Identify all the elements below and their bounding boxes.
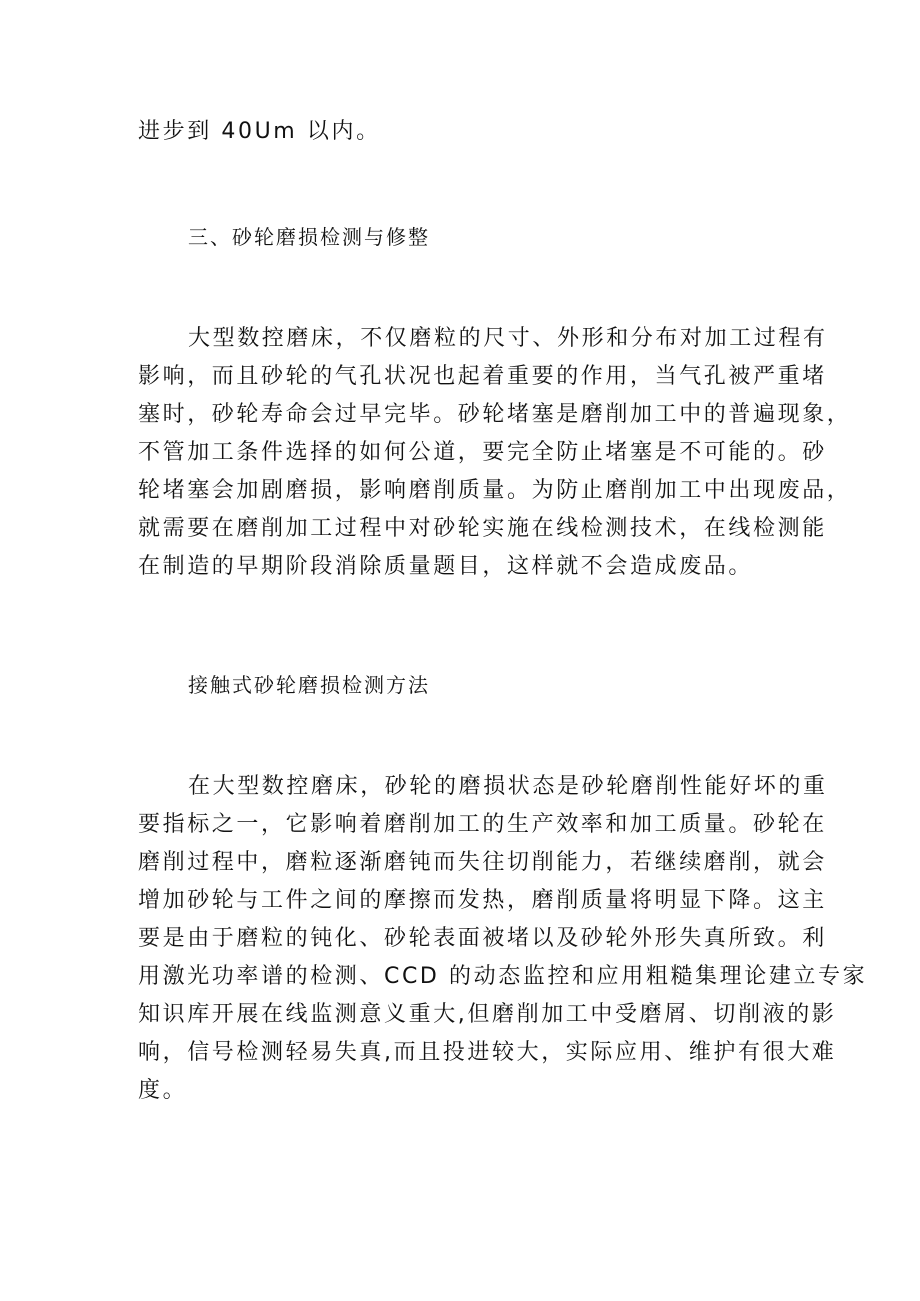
paragraph-line: 磨削过程中，磨粒逐渐磨钝而失往切削能力，若继续磨削，就会 [138,850,827,875]
paragraph-line: 影响，而且砂轮的气孔状况也起着重要的作用，当气孔被严重堵 [138,364,827,389]
paragraph-line: 用激光功率谱的检测、CCD 的动态监控和应用粗糙集理论建立专家 [138,964,868,989]
paragraph-line: 就需要在磨削加工过程中对砂轮实施在线检测技术，在线检测能 [138,516,827,541]
paragraph-line: 要是由于磨粒的钝化、砂轮表面被堵以及砂轮外形失真所致。利 [138,926,827,951]
subheading: 接触式砂轮磨损检测方法 [188,673,430,697]
paragraph-line: 知识库开展在线监测意义重大,但磨削加工中受磨屑、切削液的影 [138,1002,837,1027]
paragraph-line: 在大型数控磨床，砂轮的磨损状态是砂轮磨削性能好坏的重 [188,774,828,799]
section-heading: 三、砂轮磨损检测与修整 [188,225,430,249]
paragraph-line: 在制造的早期阶段消除质量题目，这样就不会造成废品。 [138,554,754,579]
paragraph-line: 要指标之一，它影响着磨削加工的生产效率和加工质量。砂轮在 [138,812,827,837]
paragraph-line: 塞时，砂轮寿命会过早完毕。砂轮堵塞是磨削加工中的普遍现象， [138,402,852,427]
paragraph-line: 增加砂轮与工件之间的摩擦而发热，磨削质量将明显下降。这主 [138,888,827,913]
paragraph-line: 不管加工条件选择的如何公道，要完全防止堵塞是不可能的。砂 [138,440,827,465]
paragraph-line: 度。 [138,1078,188,1103]
intro-tail-line: 进步到 40Um 以内。 [138,119,381,144]
paragraph-line: 大型数控磨床，不仅磨粒的尺寸、外形和分布对加工过程有 [188,326,828,351]
paragraph-line: 响，信号检测轻易失真,而且投进较大，实际应用、维护有很大难 [138,1040,837,1065]
paragraph-line: 轮堵塞会加剧磨损，影响磨削质量。为防止磨削加工中出现废品， [138,478,852,503]
